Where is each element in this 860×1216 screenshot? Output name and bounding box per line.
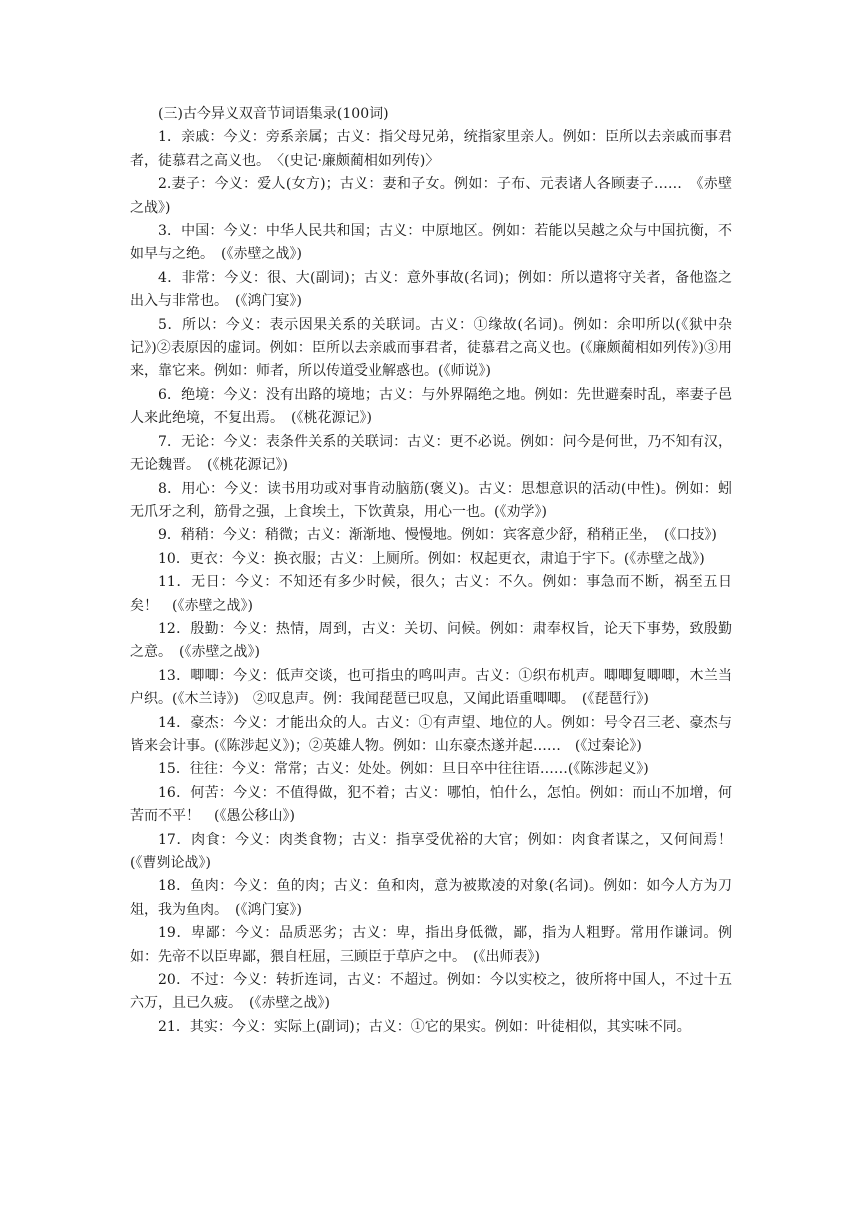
entry-4: 4．非常：今义：很、大(副词)；古义：意外事故(名词)；例如：所以遣将守关者，备他盗之出入与非常也。 (《鸿门宴》) bbox=[130, 269, 732, 310]
entry-18: 18．鱼肉：今义：鱼的肉；古义：鱼和肉，意为被欺凌的对象(名词)。例如：如今人方为刀俎，我为鱼肉。 (《鸿门宴》) bbox=[130, 878, 732, 918]
entry-11: 11．无日：今义：不知还有多少时候，很久；古义：不久。例如：事急而不断，祸至五日矣！ (《赤壁之战》) bbox=[130, 574, 732, 614]
entry-12: 12．殷勤：今义：热情，周到，古义：关切、问候。例如：肃奉权旨，论天下事势，致殷勤之意。 (《赤壁之战》) bbox=[130, 620, 732, 661]
entry-14: 14．豪杰：今义：才能出众的人。古义：①有声望、地位的人。例如：号令召三老、豪杰与皆来会计事。(《陈涉起义》)；②英雄人物。例如：山东豪杰遂并起…… (《过秦论》) bbox=[130, 714, 732, 754]
entry-21: 21．其实：今义：实际上(副词)；古义：①它的果实。例如：叶徒相似，其实味不同。 bbox=[158, 1018, 691, 1035]
entry-13: 13．唧唧：今义：低声交谈，也可指虫的鸣叫声。古义：①织布机声。唧唧复唧唧，木兰当户织。(《木兰诗》) ②叹息声。例：我闻琵琶已叹息，又闻此语重唧唧。 (《琵琶行》) bbox=[130, 667, 732, 708]
document-body bbox=[130, 103, 732, 1039]
entry-5: 5．所以：今义：表示因果关系的关联词。古义：①缘故(名词)。例如：余叩所以(《狱中杂记》)②表原因的虚词。例如：臣所以去亲戚而事君者，徒慕君之高义也。(《廉颇蔺相如列传》)③用来，靠它来。例如：师者，所以传道受业解惑也。(《师说》) bbox=[130, 316, 732, 380]
entry-8: 8．用心：今义：读书用功或对事肯动脑筋(褒义)。古义：思想意识的活动(中性)。例如：蚓无爪牙之利，筋骨之强，上食埃土，下饮黄泉，用心一也。(《劝学》) bbox=[130, 480, 732, 520]
entry-3: 3．中国：今义：中华人民共和国；古义：中原地区。例如：若能以吴越之众与中国抗衡，不如早与之绝。 (《赤壁之战》) bbox=[130, 223, 732, 263]
entry-9: 9．稍稍：今义：稍微；古义：渐渐地、慢慢地。例如：宾客意少舒，稍稍正坐， (《口技》) bbox=[158, 527, 717, 544]
section-heading: (三)古今异义双音节词语集录(100词) bbox=[158, 106, 389, 122]
entry-16: 16．何苦：今义：不值得做，犯不着；古义：哪怕，怕什么，怎怕。例如：而山不加增，何苦而不平！ (《愚公移山》) bbox=[130, 784, 732, 825]
entry-15: 15．往往：今义：常常；古义：处处。例如：旦日卒中往往语……(《陈涉起义》) bbox=[158, 761, 649, 778]
entry-17: 17．肉食：今义：肉类食物；古义：指享受优裕的大官；例如：肉食者谋之，又何间焉！(《曹刿论战》) bbox=[130, 831, 732, 871]
entry-7: 7．无论：今义：表条件关系的关联词：古义：更不必说。例如：问今是何世，乃不知有汉，无论魏晋。 (《桃花源记》) bbox=[130, 433, 732, 474]
entry-20: 20．不过：今义：转折连词，古义：不超过。例如：今以实校之，彼所将中国人，不过十五六万，且已久疲。 (《赤壁之战》) bbox=[130, 972, 732, 1012]
entry-6: 6．绝境：今义：没有出路的境地；古义：与外界隔绝之地。例如：先世避秦时乱，率妻子邑人来此绝境，不复出焉。 (《桃花源记》) bbox=[130, 386, 732, 427]
entry-1: 1．亲戚：今义：旁系亲属；古义：指父母兄弟，统指家里亲人。例如：臣所以去亲戚而事君者，徒慕君之高义也。 〈(史记·廉颇蔺相如列传)〉 bbox=[130, 129, 732, 169]
entry-19: 19．卑鄙：今义：品质恶劣；古义：卑，指出身低微，鄙，指为人粗野。常用作谦词。例如：先帝不以臣卑鄙，猥自枉屈，三顾臣于草庐之中。 (《出师表》) bbox=[130, 925, 732, 965]
entry-2: 2.妻子：今义：爱人(女方)；古义：妻和子女。例如：子布、元表诸人各顾妻子…… 《赤壁之战》) bbox=[130, 176, 732, 216]
entry-10: 10．更衣：今义：换衣服；古义：上厕所。例如：权起更衣，肃追于宇下。(《赤壁之战》) bbox=[158, 550, 705, 567]
